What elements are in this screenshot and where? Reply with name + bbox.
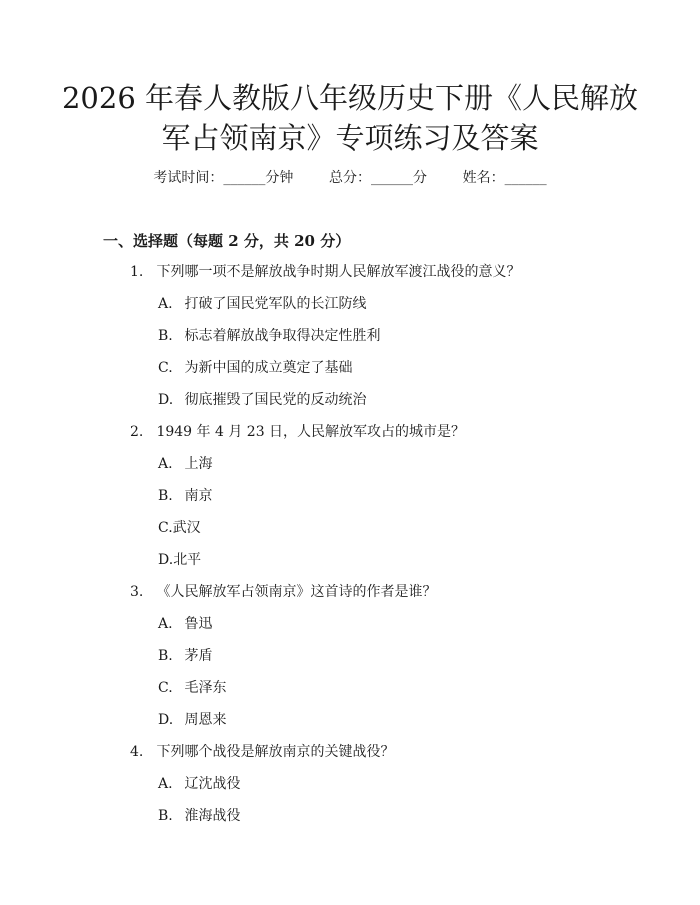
title-line-2: 军占领南京》专项练习及答案	[161, 121, 539, 155]
option-text: 淮海战役	[184, 808, 241, 824]
option-2c	[158, 517, 201, 537]
question-4	[130, 741, 394, 761]
option-letter: B.	[158, 808, 173, 824]
option-3b	[158, 645, 212, 665]
option-4a	[158, 773, 240, 793]
option-1b	[158, 325, 380, 345]
score-blank: ______	[371, 170, 413, 186]
option-1c	[158, 357, 352, 377]
option-2d	[158, 549, 201, 569]
option-letter: B.	[158, 648, 173, 664]
question-text: 《人民解放军占领南京》这首诗的作者是谁？	[156, 584, 437, 600]
option-text: 北平	[173, 552, 202, 568]
option-letter: B.	[158, 488, 173, 504]
option-letter: D.	[158, 552, 174, 568]
score-unit: 分	[413, 170, 427, 186]
name-label: 姓名：	[462, 170, 505, 186]
time-unit: 分钟	[265, 170, 294, 186]
question-text: 下列哪一项不是解放战争时期人民解放军渡江战役的意义？	[156, 264, 521, 280]
option-letter: A.	[158, 456, 173, 472]
question-number: 3.	[130, 584, 144, 600]
option-letter: A.	[158, 776, 173, 792]
question-text: 下列哪个战役是解放南京的关键战役？	[156, 744, 395, 760]
option-letter: D.	[158, 712, 174, 728]
option-3d	[158, 709, 226, 729]
option-text: 为新中国的成立奠定了基础	[184, 360, 353, 376]
option-letter: C.	[158, 680, 173, 696]
option-1a	[158, 293, 366, 313]
option-letter: A.	[158, 296, 173, 312]
question-3	[130, 581, 436, 601]
question-number: 1.	[130, 264, 144, 280]
option-letter: B.	[158, 328, 173, 344]
score-label: 总分：	[329, 170, 371, 186]
question-number: 4.	[130, 744, 144, 760]
option-text: 周恩来	[184, 712, 227, 728]
time-label: 考试时间：	[153, 170, 224, 186]
option-text: 上海	[184, 456, 213, 472]
option-text: 辽沈战役	[184, 776, 241, 792]
option-text: 标志着解放战争取得决定性胜利	[184, 328, 381, 344]
option-1d	[158, 389, 366, 409]
option-3c	[158, 677, 226, 697]
exam-meta	[0, 167, 700, 187]
question-number: 2.	[130, 424, 144, 440]
option-letter: A.	[158, 616, 173, 632]
title-line-1: 2026 年春人教版八年级历史下册《人民解放	[61, 81, 639, 115]
option-2a	[158, 453, 212, 473]
option-letter: D.	[158, 392, 174, 408]
option-2b	[158, 485, 212, 505]
question-2	[130, 421, 465, 441]
option-letter: C.	[158, 520, 173, 536]
option-text: 毛泽东	[184, 680, 227, 696]
section-heading-choice: 一、选择题（每题 2 分，共 20 分）	[103, 232, 351, 250]
option-text: 打破了国民党军队的长江防线	[184, 296, 367, 312]
document-title	[40, 78, 660, 158]
option-text: 武汉	[172, 520, 201, 536]
option-letter: C.	[158, 360, 173, 376]
option-text: 鲁迅	[184, 616, 213, 632]
time-blank: ______	[223, 170, 266, 186]
question-1	[130, 261, 520, 281]
name-blank: ______	[504, 170, 547, 186]
option-text: 茅盾	[184, 648, 213, 664]
option-text: 彻底摧毁了国民党的反动统治	[184, 392, 367, 408]
option-4b	[158, 805, 240, 825]
option-3a	[158, 613, 212, 633]
question-text: 1949 年 4 月 23 日，人民解放军攻占的城市是？	[156, 424, 466, 440]
option-text: 南京	[184, 488, 213, 504]
